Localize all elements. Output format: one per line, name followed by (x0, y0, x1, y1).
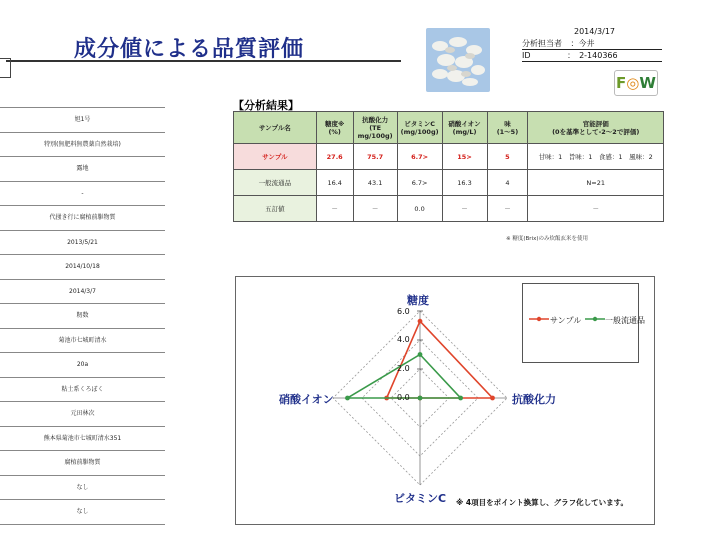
series-point-1 (458, 396, 463, 401)
info-row: なし (0, 500, 165, 525)
page-title: 成分値による品質評価 (74, 37, 305, 62)
report-date: 2014/3/17 (574, 27, 616, 36)
cell-vitamin-c: 6.7> (397, 144, 442, 170)
cell-brix: 16.4 (316, 170, 353, 196)
series-point-0 (418, 319, 423, 324)
legend-label-sample: サンプル (550, 316, 582, 325)
info-row: 籾数 (0, 304, 165, 329)
info-row: 粘土系くろぼく (0, 378, 165, 403)
info-row: 菊池市七城町清水 (0, 329, 165, 354)
id-label: ID (522, 51, 531, 60)
col-header-antioxidant: 抗酸化力 (TE mg/100g) (353, 112, 397, 144)
analyst-value: ：今井 (570, 39, 595, 48)
series-point-0 (490, 396, 495, 401)
results-table (233, 111, 664, 222)
cell-taste: － (487, 196, 528, 222)
table-header-row (234, 112, 664, 144)
cell-antioxidant: 75.7 (353, 144, 397, 170)
info-row: 熊本県菊池市七城町清水351 (0, 427, 165, 452)
axis-label-vitamin-c: ビタミンC (394, 492, 447, 505)
series-point-1 (418, 396, 423, 401)
info-row: 2014/3/7 (0, 280, 165, 305)
cell-nitrate: 15> (442, 144, 487, 170)
legend-swatch-sample (529, 314, 549, 324)
series-line-1 (348, 355, 461, 399)
cell-vitamin-c: 0.0 (397, 196, 442, 222)
id-value: ： 2-140366 (567, 51, 618, 60)
title-underline (6, 60, 401, 62)
rice-photo (426, 28, 490, 92)
cell-nitrate: 16.3 (442, 170, 487, 196)
cell-taste: 4 (487, 170, 528, 196)
info-row: - (0, 182, 165, 207)
tick-label: 0.0 (397, 393, 410, 402)
tick-label: 4.0 (397, 335, 410, 344)
legend-label-general: 一般流通品 (605, 316, 645, 325)
table-row (234, 196, 664, 222)
col-header-name: サンプル名 (234, 112, 317, 144)
table-row (234, 144, 664, 170)
cell-vitamin-c: 6.7> (397, 170, 442, 196)
info-row: 2013/5/21 (0, 231, 165, 256)
info-row: 旭1号 (0, 107, 165, 133)
cell-brix: 27.6 (316, 144, 353, 170)
brix-footnote: ※ 糖度(Brix)のみ炊飯玄米を使用 (506, 236, 588, 242)
product-info-list (0, 107, 165, 525)
info-row: 代掻き行に腐植前駆物質 (0, 206, 165, 231)
tick-label: 2.0 (397, 364, 410, 373)
axis-label-brix: 糖度 (407, 294, 429, 307)
chart-footnote: ※ 4項目をポイント換算し、グラフ化しています。 (456, 498, 629, 507)
id-row (522, 50, 662, 62)
info-row: 20a (0, 353, 165, 378)
cell-sensory: － (528, 196, 664, 222)
info-row: 腐植前駆物質 (0, 451, 165, 476)
col-header-vitamin-c: ビタミンC (mg/100g) (397, 112, 442, 144)
row-name: 五訂値 (234, 196, 317, 222)
series-point-1 (418, 352, 423, 357)
cell-antioxidant: － (353, 196, 397, 222)
axis-label-antioxidant: 抗酸化力 (512, 393, 556, 406)
cell-sensory: 甘味：1 旨味：1 食感：1 風味：2 (528, 144, 664, 170)
cell-taste: 5 (487, 144, 528, 170)
cell-sensory: N=21 (528, 170, 664, 196)
cell-antioxidant: 43.1 (353, 170, 397, 196)
analyst-label: 分析担当者 (522, 39, 562, 48)
left-edge-box (0, 58, 11, 78)
series-line-0 (387, 321, 493, 398)
col-header-sensory: 官能評価 (0を基準として-2～2で評価) (528, 112, 664, 144)
info-row: 露地 (0, 157, 165, 182)
row-name: サンプル (234, 144, 317, 170)
cell-brix: － (316, 196, 353, 222)
axis-label-nitrate: 硝酸イオン (279, 393, 334, 406)
info-row: 元田林次 (0, 402, 165, 427)
info-row: 特別(無肥料無農薬自然栽培) (0, 133, 165, 158)
info-row: なし (0, 476, 165, 501)
series-point-1 (345, 396, 350, 401)
col-header-brix: 糖度※ (%) (316, 112, 353, 144)
info-row: 2014/10/18 (0, 255, 165, 280)
fw-logo: F◎W (614, 70, 658, 96)
analyst-row (522, 38, 662, 50)
legend-swatch-general (585, 314, 605, 324)
chart-legend (522, 283, 645, 363)
results-section-title: 【分析結果】 (233, 99, 299, 112)
col-header-nitrate: 硝酸イオン (mg/L) (442, 112, 487, 144)
cell-nitrate: － (442, 196, 487, 222)
tick-label: 6.0 (397, 307, 410, 316)
col-header-taste: 味 (1～5) (487, 112, 528, 144)
row-name: 一般流通品 (234, 170, 317, 196)
table-row (234, 170, 664, 196)
